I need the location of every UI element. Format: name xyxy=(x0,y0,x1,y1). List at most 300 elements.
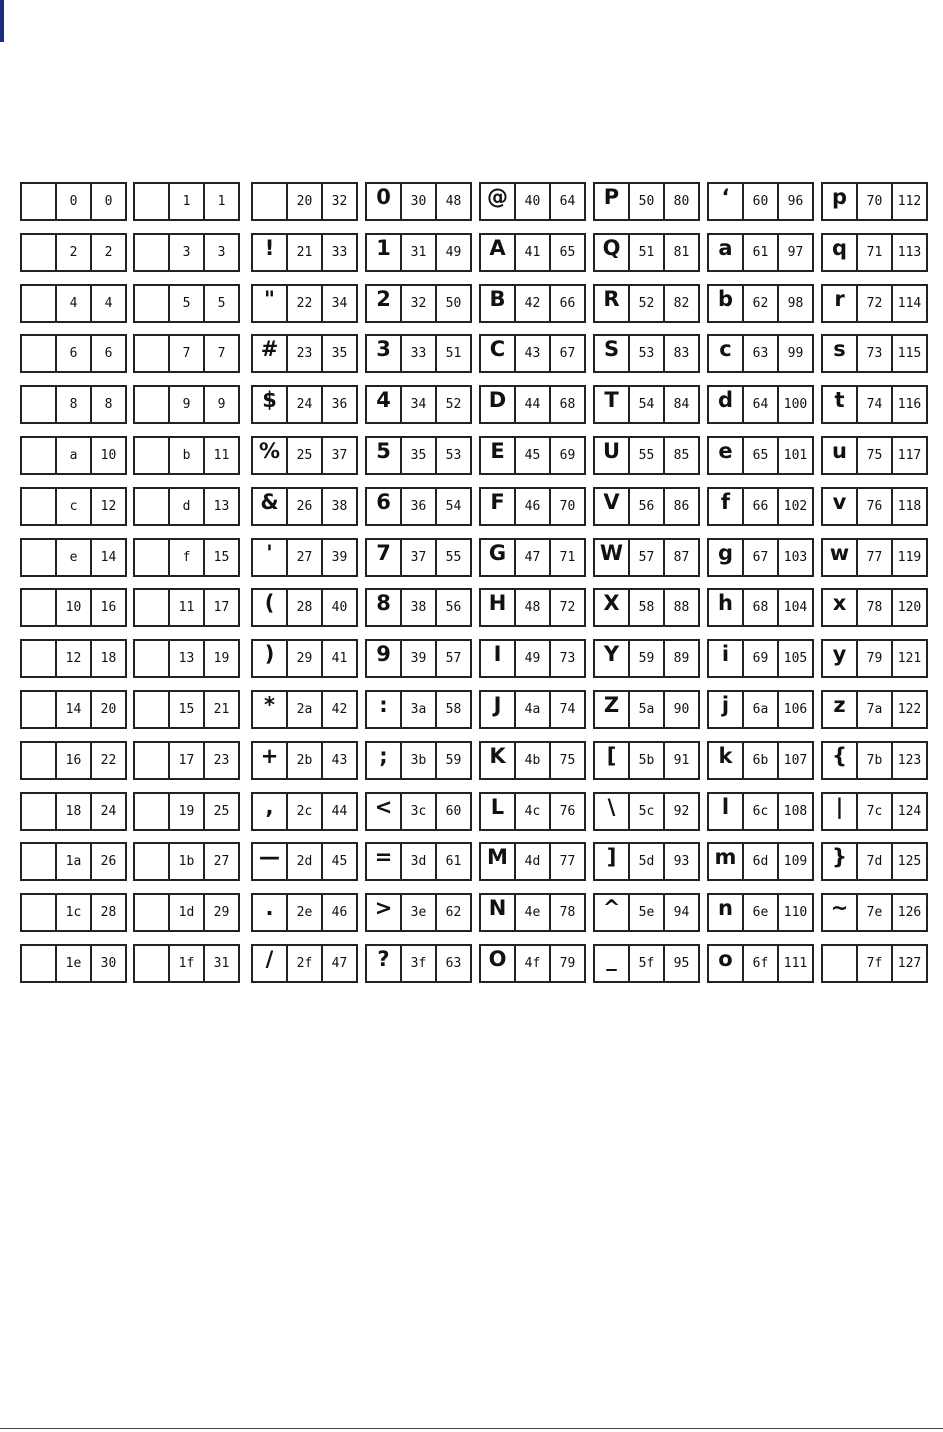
code-cell xyxy=(365,792,472,831)
decimal-code: 10 xyxy=(100,448,117,463)
code-cell xyxy=(251,385,358,424)
hex-code: 52 xyxy=(630,286,665,321)
hex-code: 2d xyxy=(288,844,323,879)
decimal-code: 60 xyxy=(445,804,462,819)
code-cell xyxy=(20,233,127,272)
code-cell xyxy=(133,538,240,577)
code-cell xyxy=(479,690,586,729)
hex-code: 7 xyxy=(170,336,205,371)
decimal-code: 21 xyxy=(213,702,230,717)
decimal-code: 39 xyxy=(331,550,348,565)
code-cell xyxy=(593,893,700,932)
decimal-code: 122 xyxy=(897,702,922,717)
code-cell xyxy=(365,182,472,221)
decimal-code: 15 xyxy=(213,550,230,565)
code-cell xyxy=(20,792,127,831)
character-glyph: . xyxy=(253,895,288,930)
hex-code: 63 xyxy=(744,336,779,371)
hex-code: 29 xyxy=(288,641,323,676)
decimal-code: 41 xyxy=(331,651,348,666)
character-glyph: { xyxy=(823,743,858,778)
decimal-code: 127 xyxy=(897,956,922,971)
code-cell xyxy=(821,233,928,272)
hex-code: 22 xyxy=(288,286,323,321)
decimal-code: 84 xyxy=(673,397,690,412)
character-glyph: P xyxy=(595,184,630,219)
character-glyph: 5 xyxy=(367,438,402,473)
hex-code: 1b xyxy=(170,844,205,879)
decimal-code: 22 xyxy=(100,753,117,768)
decimal-code: 118 xyxy=(897,499,922,514)
character-glyph xyxy=(22,336,57,371)
decimal-code: 17 xyxy=(213,600,230,615)
decimal-code: 70 xyxy=(559,499,576,514)
decimal-code: 93 xyxy=(673,854,690,869)
hex-code: 34 xyxy=(402,387,437,422)
character-glyph xyxy=(22,235,57,270)
character-glyph: G xyxy=(481,540,516,575)
decimal-code: 86 xyxy=(673,499,690,514)
character-glyph: x xyxy=(823,590,858,625)
hex-code: 2f xyxy=(288,946,323,981)
code-cell xyxy=(20,538,127,577)
code-cell xyxy=(707,487,814,526)
decimal-code: 42 xyxy=(331,702,348,717)
code-cell xyxy=(593,588,700,627)
character-glyph xyxy=(823,946,858,981)
character-glyph: ~ xyxy=(823,895,858,930)
code-cell xyxy=(251,487,358,526)
character-glyph: r xyxy=(823,286,858,321)
decimal-code: 103 xyxy=(783,550,808,565)
character-glyph: Y xyxy=(595,641,630,676)
character-glyph: k xyxy=(709,743,744,778)
character-glyph: y xyxy=(823,641,858,676)
decimal-code: 121 xyxy=(897,651,922,666)
character-glyph: z xyxy=(823,692,858,727)
decimal-code: 109 xyxy=(783,854,808,869)
character-glyph: e xyxy=(709,438,744,473)
character-glyph: = xyxy=(367,844,402,879)
character-glyph xyxy=(135,794,170,829)
code-cell xyxy=(821,690,928,729)
hex-code: 4 xyxy=(57,286,92,321)
character-glyph: < xyxy=(367,794,402,829)
code-cell xyxy=(593,639,700,678)
code-cell xyxy=(479,792,586,831)
decimal-code: 81 xyxy=(673,245,690,260)
character-glyph: _ xyxy=(595,946,630,981)
hex-code: 75 xyxy=(858,438,893,473)
character-glyph: ] xyxy=(595,844,630,879)
decimal-code: 9 xyxy=(217,397,226,412)
hex-code: 72 xyxy=(858,286,893,321)
character-glyph: C xyxy=(481,336,516,371)
code-cell xyxy=(479,538,586,577)
code-cell xyxy=(133,436,240,475)
code-cell xyxy=(133,182,240,221)
decimal-code: 23 xyxy=(213,753,230,768)
decimal-code: 43 xyxy=(331,753,348,768)
decimal-code: 115 xyxy=(897,346,922,361)
character-glyph: K xyxy=(481,743,516,778)
decimal-code: 75 xyxy=(559,753,576,768)
hex-code: 3 xyxy=(170,235,205,270)
hex-code: 19 xyxy=(170,794,205,829)
hex-code: 7d xyxy=(858,844,893,879)
code-cell xyxy=(133,690,240,729)
hex-code: 58 xyxy=(630,590,665,625)
character-glyph xyxy=(22,743,57,778)
decimal-code: 38 xyxy=(331,499,348,514)
code-cell xyxy=(251,792,358,831)
decimal-code: 105 xyxy=(783,651,808,666)
decimal-code: 13 xyxy=(213,499,230,514)
code-cell xyxy=(707,182,814,221)
code-cell xyxy=(20,588,127,627)
character-glyph xyxy=(135,895,170,930)
character-glyph xyxy=(135,489,170,524)
code-cell xyxy=(821,588,928,627)
decimal-code: 31 xyxy=(213,956,230,971)
character-glyph xyxy=(135,286,170,321)
code-cell xyxy=(479,436,586,475)
character-glyph: R xyxy=(595,286,630,321)
code-cell xyxy=(20,385,127,424)
code-cell xyxy=(593,284,700,323)
character-glyph xyxy=(135,844,170,879)
character-glyph xyxy=(22,844,57,879)
code-cell xyxy=(593,944,700,983)
decimal-code: 66 xyxy=(559,296,576,311)
character-glyph: [ xyxy=(595,743,630,778)
code-cell xyxy=(707,842,814,881)
decimal-code: 98 xyxy=(787,296,804,311)
code-cell xyxy=(251,690,358,729)
decimal-code: 30 xyxy=(100,956,117,971)
code-cell xyxy=(593,690,700,729)
hex-code: 71 xyxy=(858,235,893,270)
character-glyph: 3 xyxy=(367,336,402,371)
hex-code: 6a xyxy=(744,692,779,727)
character-glyph: E xyxy=(481,438,516,473)
hex-code: 6e xyxy=(744,895,779,930)
character-glyph: ‘ xyxy=(709,184,744,219)
hex-code: 54 xyxy=(630,387,665,422)
character-glyph xyxy=(135,946,170,981)
code-cell xyxy=(707,639,814,678)
decimal-code: 112 xyxy=(897,194,922,209)
hex-code: e xyxy=(57,540,92,575)
hex-code: 6f xyxy=(744,946,779,981)
hex-code: 7e xyxy=(858,895,893,930)
hex-code: 2a xyxy=(288,692,323,727)
code-cell xyxy=(479,233,586,272)
decimal-code: 125 xyxy=(897,854,922,869)
decimal-code: 56 xyxy=(445,600,462,615)
decimal-code: 94 xyxy=(673,905,690,920)
decimal-code: 72 xyxy=(559,600,576,615)
code-cell xyxy=(251,741,358,780)
decimal-code: 101 xyxy=(783,448,808,463)
code-cell xyxy=(593,842,700,881)
code-cell xyxy=(133,639,240,678)
code-cell xyxy=(821,334,928,373)
code-cell xyxy=(251,182,358,221)
decimal-code: 28 xyxy=(100,905,117,920)
code-cell xyxy=(251,842,358,881)
code-cell xyxy=(821,284,928,323)
decimal-code: 12 xyxy=(100,499,117,514)
hex-code: 4a xyxy=(516,692,551,727)
code-cell xyxy=(20,944,127,983)
hex-code: 55 xyxy=(630,438,665,473)
decimal-code: 45 xyxy=(331,854,348,869)
code-cell xyxy=(133,741,240,780)
character-glyph xyxy=(135,641,170,676)
hex-code: 3b xyxy=(402,743,437,778)
decimal-code: 82 xyxy=(673,296,690,311)
hex-code: 6 xyxy=(57,336,92,371)
code-cell xyxy=(365,284,472,323)
decimal-code: 61 xyxy=(445,854,462,869)
code-cell xyxy=(821,385,928,424)
hex-code: 4e xyxy=(516,895,551,930)
hex-code: 5d xyxy=(630,844,665,879)
code-cell xyxy=(133,842,240,881)
hex-code: 28 xyxy=(288,590,323,625)
character-glyph xyxy=(135,184,170,219)
decimal-code: 123 xyxy=(897,753,922,768)
hex-code: 65 xyxy=(744,438,779,473)
decimal-code: 87 xyxy=(673,550,690,565)
code-cell xyxy=(20,639,127,678)
hex-code: 12 xyxy=(57,641,92,676)
hex-code: 7b xyxy=(858,743,893,778)
hex-code: 1 xyxy=(170,184,205,219)
character-glyph: 6 xyxy=(367,489,402,524)
character-glyph: Q xyxy=(595,235,630,270)
hex-code: 51 xyxy=(630,235,665,270)
character-glyph xyxy=(22,641,57,676)
code-cell xyxy=(707,385,814,424)
code-cell xyxy=(593,792,700,831)
character-glyph: b xyxy=(709,286,744,321)
code-cell xyxy=(20,893,127,932)
character-glyph: s xyxy=(823,336,858,371)
hex-code: b xyxy=(170,438,205,473)
code-cell xyxy=(707,944,814,983)
decimal-code: 114 xyxy=(897,296,922,311)
hex-code: 26 xyxy=(288,489,323,524)
character-glyph xyxy=(22,692,57,727)
code-cell xyxy=(365,334,472,373)
character-glyph xyxy=(135,336,170,371)
decimal-code: 55 xyxy=(445,550,462,565)
character-glyph: v xyxy=(823,489,858,524)
decimal-code: 7 xyxy=(217,346,226,361)
hex-code: 30 xyxy=(402,184,437,219)
decimal-code: 50 xyxy=(445,296,462,311)
character-glyph xyxy=(22,438,57,473)
decimal-code: 69 xyxy=(559,448,576,463)
hex-code: 1e xyxy=(57,946,92,981)
decimal-code: 104 xyxy=(783,600,808,615)
character-glyph: W xyxy=(595,540,630,575)
code-cell xyxy=(20,842,127,881)
hex-code: 14 xyxy=(57,692,92,727)
character-glyph xyxy=(22,946,57,981)
character-glyph: U xyxy=(595,438,630,473)
character-glyph xyxy=(135,387,170,422)
decimal-code: 34 xyxy=(331,296,348,311)
hex-code: 68 xyxy=(744,590,779,625)
hex-code: 25 xyxy=(288,438,323,473)
hex-code: 39 xyxy=(402,641,437,676)
decimal-code: 92 xyxy=(673,804,690,819)
decimal-code: 52 xyxy=(445,397,462,412)
decimal-code: 117 xyxy=(897,448,922,463)
character-glyph: l xyxy=(709,794,744,829)
decimal-code: 5 xyxy=(217,296,226,311)
character-glyph xyxy=(135,743,170,778)
hex-code: 4b xyxy=(516,743,551,778)
hex-code: 41 xyxy=(516,235,551,270)
decimal-code: 111 xyxy=(783,956,808,971)
character-glyph: * xyxy=(253,692,288,727)
character-glyph xyxy=(22,387,57,422)
hex-code: 5a xyxy=(630,692,665,727)
decimal-code: 54 xyxy=(445,499,462,514)
decimal-code: 47 xyxy=(331,956,348,971)
code-cell xyxy=(133,487,240,526)
hex-code: d xyxy=(170,489,205,524)
hex-code: 37 xyxy=(402,540,437,575)
hex-code: 36 xyxy=(402,489,437,524)
decimal-code: 90 xyxy=(673,702,690,717)
character-glyph: h xyxy=(709,590,744,625)
character-glyph xyxy=(135,590,170,625)
hex-code: 3a xyxy=(402,692,437,727)
hex-code: 50 xyxy=(630,184,665,219)
decimal-code: 65 xyxy=(559,245,576,260)
decimal-code: 14 xyxy=(100,550,117,565)
character-glyph: L xyxy=(481,794,516,829)
decimal-code: 100 xyxy=(783,397,808,412)
decimal-code: 83 xyxy=(673,346,690,361)
code-cell xyxy=(365,436,472,475)
character-glyph: " xyxy=(253,286,288,321)
character-glyph: O xyxy=(481,946,516,981)
hex-code: 45 xyxy=(516,438,551,473)
decimal-code: 77 xyxy=(559,854,576,869)
hex-code: 5 xyxy=(170,286,205,321)
code-cell xyxy=(707,334,814,373)
code-cell xyxy=(20,741,127,780)
code-cell xyxy=(20,690,127,729)
hex-code: 60 xyxy=(744,184,779,219)
hex-code: 46 xyxy=(516,489,551,524)
character-glyph: i xyxy=(709,641,744,676)
character-glyph: $ xyxy=(253,387,288,422)
code-cell xyxy=(821,792,928,831)
code-cell xyxy=(707,690,814,729)
decimal-code: 49 xyxy=(445,245,462,260)
character-glyph: @ xyxy=(481,184,516,219)
decimal-code: 62 xyxy=(445,905,462,920)
hex-code: 42 xyxy=(516,286,551,321)
decimal-code: 110 xyxy=(783,905,808,920)
hex-code: 23 xyxy=(288,336,323,371)
hex-code: 1c xyxy=(57,895,92,930)
character-glyph xyxy=(22,489,57,524)
character-glyph xyxy=(135,235,170,270)
character-glyph: g xyxy=(709,540,744,575)
character-glyph: > xyxy=(367,895,402,930)
hex-code: a xyxy=(57,438,92,473)
code-cell xyxy=(133,284,240,323)
hex-code: c xyxy=(57,489,92,524)
hex-code: 1a xyxy=(57,844,92,879)
character-glyph: p xyxy=(823,184,858,219)
code-cell xyxy=(365,487,472,526)
decimal-code: 79 xyxy=(559,956,576,971)
code-cell xyxy=(365,639,472,678)
code-cell xyxy=(365,538,472,577)
decimal-code: 120 xyxy=(897,600,922,615)
code-cell xyxy=(251,334,358,373)
decimal-code: 48 xyxy=(445,194,462,209)
hex-code: 76 xyxy=(858,489,893,524)
hex-code: 1d xyxy=(170,895,205,930)
hex-code: 61 xyxy=(744,235,779,270)
code-cell xyxy=(593,538,700,577)
code-cell xyxy=(365,588,472,627)
hex-code: 67 xyxy=(744,540,779,575)
hex-code: 27 xyxy=(288,540,323,575)
hex-code: 2e xyxy=(288,895,323,930)
hex-code: 49 xyxy=(516,641,551,676)
hex-code: 31 xyxy=(402,235,437,270)
code-cell xyxy=(479,588,586,627)
hex-code: 4c xyxy=(516,794,551,829)
code-cell xyxy=(821,842,928,881)
hex-code: 4d xyxy=(516,844,551,879)
hex-code: f xyxy=(170,540,205,575)
hex-code: 7c xyxy=(858,794,893,829)
hex-code: 40 xyxy=(516,184,551,219)
code-cell xyxy=(365,893,472,932)
hex-code: 69 xyxy=(744,641,779,676)
code-cell xyxy=(133,792,240,831)
decimal-code: 46 xyxy=(331,905,348,920)
hex-code: 2c xyxy=(288,794,323,829)
code-cell xyxy=(133,385,240,424)
decimal-code: 78 xyxy=(559,905,576,920)
character-glyph: w xyxy=(823,540,858,575)
character-glyph: : xyxy=(367,692,402,727)
code-cell xyxy=(707,741,814,780)
character-glyph: % xyxy=(253,438,288,473)
hex-code: 13 xyxy=(170,641,205,676)
decimal-code: 2 xyxy=(104,245,113,260)
character-glyph: 2 xyxy=(367,286,402,321)
hex-code: 74 xyxy=(858,387,893,422)
character-glyph xyxy=(253,184,288,219)
hex-code: 33 xyxy=(402,336,437,371)
code-cell xyxy=(479,284,586,323)
decimal-code: 16 xyxy=(100,600,117,615)
